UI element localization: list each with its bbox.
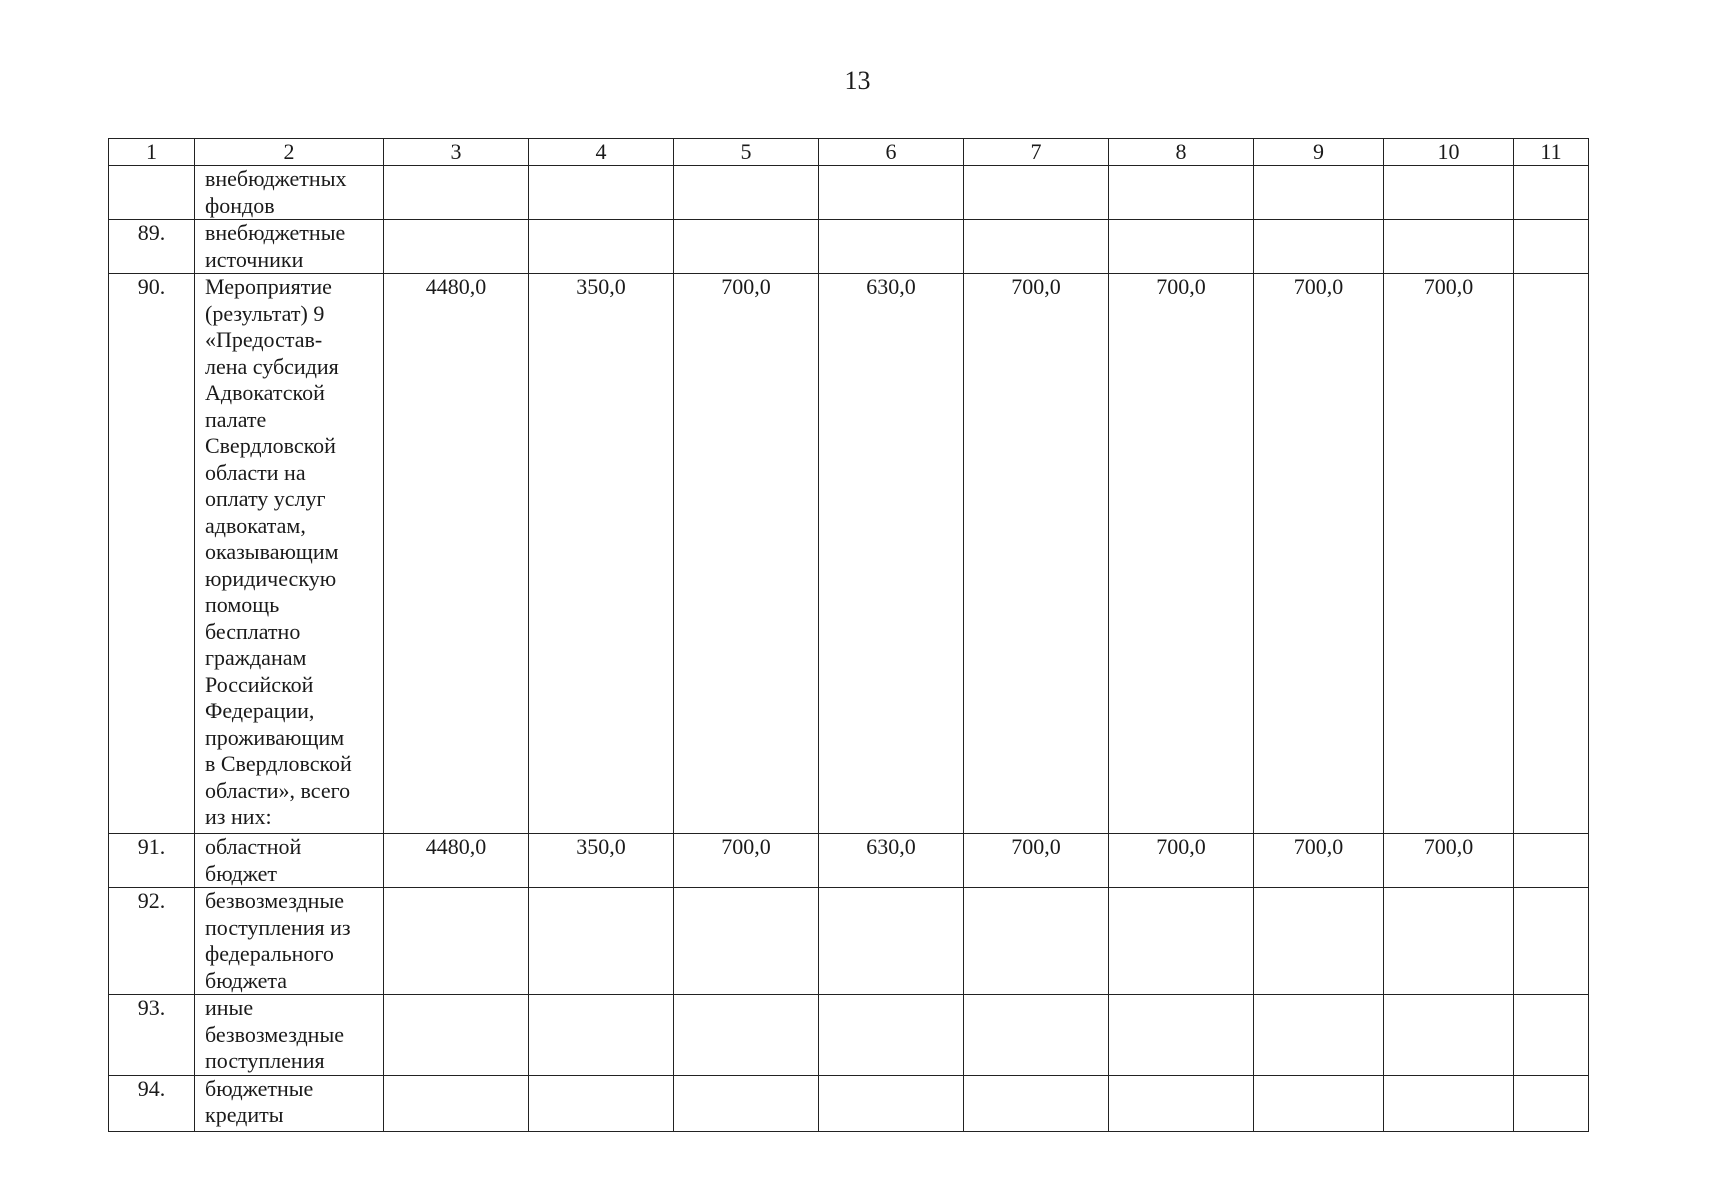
value-cell xyxy=(1514,274,1589,834)
value-cell xyxy=(384,166,529,220)
value-cell xyxy=(1254,995,1384,1076)
column-header: 7 xyxy=(964,139,1109,166)
value-cell xyxy=(529,888,674,995)
value-cell xyxy=(1384,166,1514,220)
row-number: 91. xyxy=(109,834,195,888)
value-cell: 630,0 xyxy=(819,274,964,834)
row-number: 92. xyxy=(109,888,195,995)
value-cell xyxy=(819,220,964,274)
table-row xyxy=(109,1075,1589,1131)
value-cell: 700,0 xyxy=(674,274,819,834)
value-cell xyxy=(384,995,529,1076)
value-cell xyxy=(1254,166,1384,220)
value-cell xyxy=(1109,220,1254,274)
value-cell: 4480,0 xyxy=(384,834,529,888)
value-cell xyxy=(1384,888,1514,995)
value-cell: 700,0 xyxy=(1109,834,1254,888)
value-cell xyxy=(819,995,964,1076)
table-row xyxy=(109,888,1589,995)
value-cell xyxy=(674,888,819,995)
value-cell xyxy=(819,166,964,220)
financing-table xyxy=(108,138,1589,1132)
column-header: 5 xyxy=(674,139,819,166)
row-name-cell xyxy=(195,166,384,220)
value-cell xyxy=(1254,1075,1384,1131)
value-cell: 700,0 xyxy=(1384,834,1514,888)
table-row xyxy=(109,220,1589,274)
row-number: 90. xyxy=(109,274,195,834)
column-header: 10 xyxy=(1384,139,1514,166)
column-header: 2 xyxy=(195,139,384,166)
value-cell xyxy=(384,1075,529,1131)
value-cell: 4480,0 xyxy=(384,274,529,834)
value-cell xyxy=(1254,888,1384,995)
row-name-cell xyxy=(195,1075,384,1131)
column-header: 8 xyxy=(1109,139,1254,166)
column-number-header-row xyxy=(109,139,1589,166)
value-cell xyxy=(384,220,529,274)
value-cell xyxy=(674,220,819,274)
value-cell: 700,0 xyxy=(964,274,1109,834)
value-cell xyxy=(1384,1075,1514,1131)
value-cell xyxy=(1514,1075,1589,1131)
column-header: 6 xyxy=(819,139,964,166)
value-cell: 700,0 xyxy=(1254,274,1384,834)
row-name-cell xyxy=(195,888,384,995)
column-header: 9 xyxy=(1254,139,1384,166)
value-cell: 700,0 xyxy=(1109,274,1254,834)
row-name-cell xyxy=(195,995,384,1076)
value-cell xyxy=(1384,995,1514,1076)
value-cell: 350,0 xyxy=(529,274,674,834)
row-name: внебюджетные источники xyxy=(205,220,346,272)
value-cell xyxy=(529,166,674,220)
value-cell xyxy=(1109,888,1254,995)
value-cell xyxy=(529,995,674,1076)
row-name: безвозмездные поступления из федерального бюджета xyxy=(205,888,351,993)
table-row xyxy=(109,274,1589,834)
value-cell xyxy=(384,888,529,995)
value-cell: 700,0 xyxy=(674,834,819,888)
row-number xyxy=(109,166,195,220)
value-cell xyxy=(1514,995,1589,1076)
row-name-cell xyxy=(195,220,384,274)
row-name-cell xyxy=(195,274,384,834)
value-cell xyxy=(964,220,1109,274)
value-cell xyxy=(529,1075,674,1131)
value-cell xyxy=(964,995,1109,1076)
value-cell xyxy=(1514,166,1589,220)
table-row xyxy=(109,166,1589,220)
value-cell xyxy=(1109,166,1254,220)
row-number: 94. xyxy=(109,1075,195,1131)
value-cell xyxy=(1514,888,1589,995)
value-cell: 700,0 xyxy=(1254,834,1384,888)
row-name: внебюджетных фондов xyxy=(205,166,347,218)
value-cell xyxy=(529,220,674,274)
value-cell xyxy=(1109,995,1254,1076)
row-name-cell xyxy=(195,834,384,888)
value-cell xyxy=(1109,1075,1254,1131)
column-header: 4 xyxy=(529,139,674,166)
column-header: 1 xyxy=(109,139,195,166)
value-cell xyxy=(964,1075,1109,1131)
value-cell xyxy=(1514,834,1589,888)
row-name: бюджетные кредиты xyxy=(205,1075,314,1127)
row-name: иные безвозмездные поступления xyxy=(205,995,345,1073)
column-header: 11 xyxy=(1514,139,1589,166)
row-name: Мероприятие (результат) 9 «Предостав- лена субсидия Адвокатской палате Свердловской области на оплату услуг адвокатам, оказывающим юридическую помощь бесплатно гражданам Российской Федерации, проживающим в Свердловской области», всего из них: xyxy=(205,274,352,829)
value-cell xyxy=(674,995,819,1076)
value-cell xyxy=(674,1075,819,1131)
row-number: 89. xyxy=(109,220,195,274)
value-cell xyxy=(964,166,1109,220)
value-cell: 700,0 xyxy=(964,834,1109,888)
value-cell xyxy=(1384,220,1514,274)
value-cell: 350,0 xyxy=(529,834,674,888)
table-row xyxy=(109,995,1589,1076)
value-cell: 700,0 xyxy=(1384,274,1514,834)
value-cell: 630,0 xyxy=(819,834,964,888)
value-cell xyxy=(964,888,1109,995)
row-number: 93. xyxy=(109,995,195,1076)
value-cell xyxy=(819,888,964,995)
row-name: областной бюджет xyxy=(205,834,302,886)
value-cell xyxy=(1514,220,1589,274)
column-header: 3 xyxy=(384,139,529,166)
value-cell xyxy=(819,1075,964,1131)
value-cell xyxy=(1254,220,1384,274)
value-cell xyxy=(674,166,819,220)
table-row xyxy=(109,834,1589,888)
page-number: 13 xyxy=(844,66,871,95)
